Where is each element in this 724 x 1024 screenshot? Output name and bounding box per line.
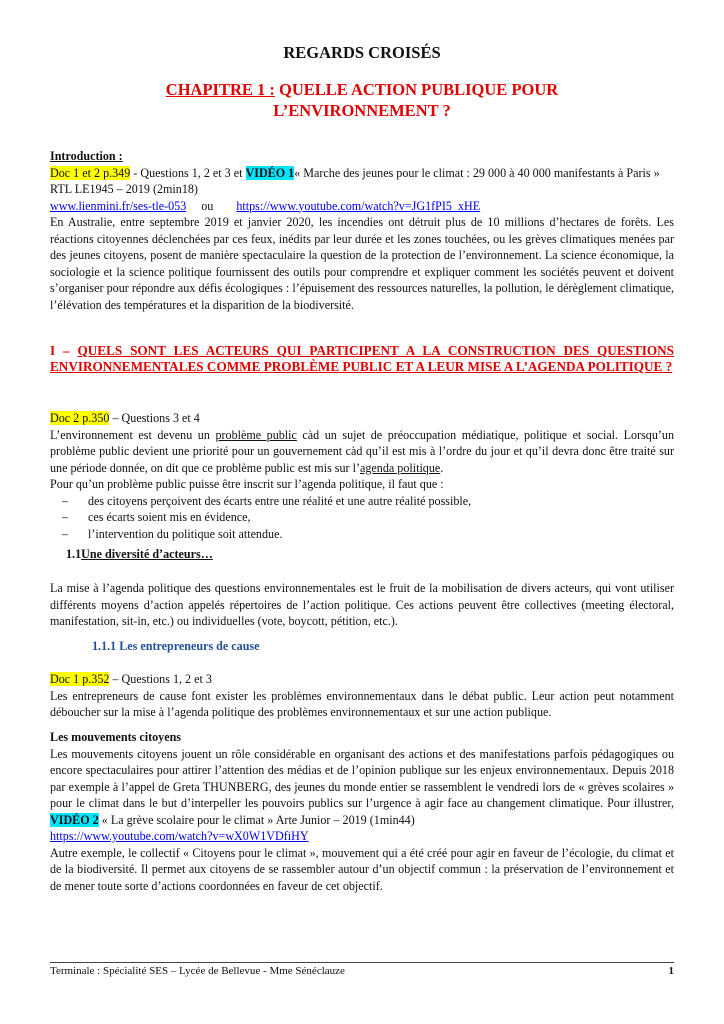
term-agenda-politique: agenda politique <box>360 460 441 475</box>
section-1-heading <box>50 343 674 375</box>
section-1-title: QUELS SONT LES ACTEURS QUI PARTICIPENT A LA CONSTRUCTION DES QUESTIONS ENVIRONNEMENTALES COMME PROBLÈME PUBLIC ET A LEUR MISE A L’AGENDA POLITIQUE ? <box>50 343 674 374</box>
sub111-questions: – Questions 1, 2 et 3 <box>109 672 212 686</box>
subsection-1-1-1-heading: 1.1.1 Les entrepreneurs de cause <box>92 639 260 653</box>
chapter-title-line2: L’ENVIRONNEMENT ? <box>273 101 451 120</box>
video-2-description: « La grève scolaire pour le climat » Arte Junior – 2019 (1min44) <box>98 812 415 827</box>
intro-block <box>50 148 674 313</box>
list-item: – ces écarts soient mis en évidence, <box>50 509 674 526</box>
chapter-title <box>0 79 724 121</box>
movements-paragraph-2: Autre exemple, le collectif « Citoyens pour le climat », mouvement qui a été créé pour agir en faveur de l’écologie, du climat et de la biodiversité. Il permet aux citoyens de se rassembler autour d’un objectif commun : la préservation de l’environnement et de mener toute sorte d’actions coordonnées en faveur de cet objectif. <box>50 845 674 893</box>
sub111-doc-line <box>50 671 674 688</box>
sub111-doc-ref: Doc 1 p.352 <box>50 672 110 686</box>
movements-paragraph-1 <box>50 746 674 829</box>
movements-text: Les mouvements citoyens jouent un rôle considérable en organisant des actions et des manifestations parfois pédagogiques ou encore spectaculaires pour attirer l’attention des médias et de l’opinion publique sur les enjeux environnementaux. Depuis 2018 par exemple à l’appel de Greta THUNBERG, des jeunes du monde entier se rassemblent le vendredi lors de « grèves scolaires » pour le climat dans le but d’interpeller les pouvoirs publics sur l’urgence à agir face au changement climatique. Pour illustrer, <box>50 746 674 810</box>
section-1-paragraph-2: Pour qu’un problème public puisse être inscrit sur l’agenda politique, il faut que : <box>50 477 444 491</box>
intro-questions: - Questions 1, 2 et 3 et <box>130 165 246 180</box>
intro-paragraph: En Australie, entre septembre 2019 et janvier 2020, les incendies ont détruit plus de 10 millions d’hectares de forêts. Les réactions citoyennes déclenchées par ces feux, inédits par leur durée et les zones touchées, ou les grèves climatiques menées par des jeunes citoyens, posent de manière spectaculaire la question de la protection de l’environnement. La science économique, la sociologie et la science politique fournissent des outils pour comprendre et expliquer comment les sociétés peuvent et doivent s’organiser pour répondre aux défis écologiques : l’épuisement des ressources naturelles, la pollution, le dérèglement climatique, l’élévation des températures et la disparition de la biodiversité. <box>50 215 674 312</box>
p1-text-b: càd un sujet de préoccupation médiatique, politique et social. Lorsqu’un problème public devient une priorité pour un gouvernement càd qu’il est mis à l’ordre du jour et qu’il devra donc être traité sur une période donnée, on dit que ce problème public est mis sur l’ <box>50 427 674 475</box>
lienmini-link[interactable]: www.lienmini.fr/ses-tle-053 <box>50 198 187 213</box>
subsection-1-1-heading <box>66 546 666 563</box>
section-1-paragraph-1 <box>50 427 674 477</box>
footer-text: Terminale : Spécialité SES – Lycée de Bellevue - Mme Sénéclauze <box>50 965 345 977</box>
section-1-body <box>50 410 674 542</box>
p1-text-a: L’environnement est devenu un <box>50 427 216 442</box>
p1-text-c: . <box>440 460 444 475</box>
subsection-1-1-paragraph: La mise à l’agenda politique des questions environnementales est le fruit de la mobilisation de divers acteurs, qui vont utiliser différents moyens d’action appelés répertoires de l’action politique. Ces actions peuvent être collectives (meeting électoral, manifestation, sit-in, etc.) ou individuelles (vote, boycott, pétition, etc.). <box>50 581 674 628</box>
page-title: REGARDS CROISÉS <box>283 43 441 62</box>
subsection-1-1-title: Une diversité d’acteurs… <box>81 547 213 561</box>
section-1-doc-ref: Doc 2 p.350 <box>50 411 110 425</box>
page-footer <box>50 965 674 977</box>
movements-block <box>50 729 674 894</box>
movements-heading: Les mouvements citoyens <box>50 730 181 744</box>
page-number: 1 <box>668 965 674 977</box>
chapter-title-line1: QUELLE ACTION PUBLIQUE POUR <box>274 80 559 99</box>
section-1-doc-line <box>50 410 674 427</box>
section-1-prefix: I – <box>50 343 78 358</box>
intro-doc-ref: Doc 1 et 2 p.349 <box>50 165 131 180</box>
section-1-questions: – Questions 3 et 4 <box>109 411 200 425</box>
video-1-tag: VIDÉO 1 <box>245 165 295 180</box>
chapter-label: CHAPITRE 1 : <box>165 80 275 99</box>
list-item: – l’intervention du politique soit attendue. <box>50 526 674 543</box>
intro-links-line <box>50 198 674 215</box>
term-probleme-public: problème public <box>215 427 297 442</box>
or-text: ou <box>201 198 214 213</box>
intro-doc-line <box>50 165 674 198</box>
sub111-paragraph: Les entrepreneurs de cause font exister les problèmes environnementaux dans le débat public. Leur action peut notamment déboucher sur la mise à l’agenda politique des problèmes environnementaux et sur une action publique. <box>50 688 674 719</box>
video-2-tag: VIDÉO 2 <box>50 812 99 827</box>
footer-rule <box>50 962 674 963</box>
subsection-1-1-number: 1.1 <box>66 547 82 561</box>
video-1-description: « Marche des jeunes pour le climat : 29 000 à 40 000 manifestants à Paris » RTL LE1945 – 2019 (2min18) <box>50 165 660 196</box>
youtube-link-1[interactable]: https://www.youtube.com/watch?v=JG1fPI5_xHE <box>236 198 481 213</box>
youtube-link-2[interactable]: https://www.youtube.com/watch?v=wX0W1VDfiHY <box>50 829 309 843</box>
list-item: – des citoyens perçoivent des écarts entre une réalité et une autre réalité possible, <box>50 493 674 510</box>
subsection-1-1-1-body <box>50 671 674 721</box>
conditions-list <box>50 493 674 543</box>
intro-heading: Introduction : <box>50 149 123 163</box>
